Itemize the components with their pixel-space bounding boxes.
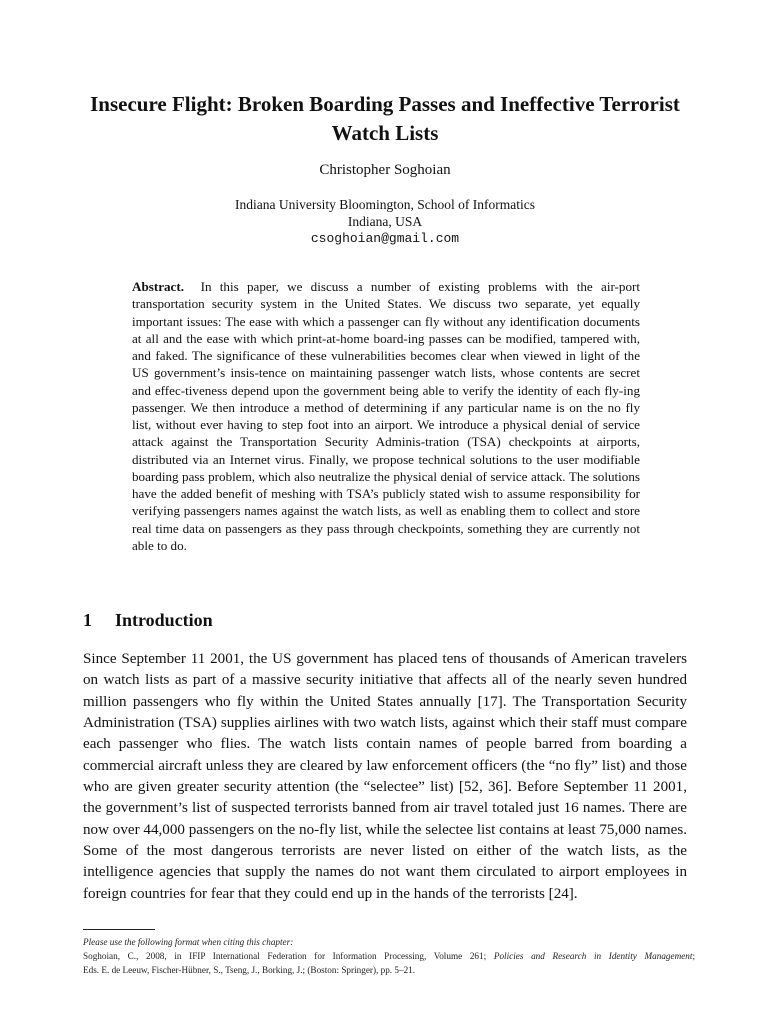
paper-title: Insecure Flight: Broken Boarding Passes and Ineffective Terrorist Watch Lists (90, 92, 680, 145)
section-title: Introduction (115, 610, 213, 630)
author-name: Christopher Soghoian (319, 162, 451, 178)
introduction-paragraph: Since September 11 2001, the US government has placed tens of thousands of American travelers on watch lists as part of a massive security initiative that affects all of the nearly seven hundred million passengers who fly within the United States annually [17]. The Transportation Security Administration (TSA) supplies airlines with two watch lists, against which their staff must compare each passenger who flies. The watch lists contain names of people barred from boarding a commercial aircraft unless they are cleared by law enforcement officers (the “no fly” list) and those who are given greater security attention (the “selectee” list) [52, 36]. Before September 11 2001, the government’s list of suspected terrorists banned from air travel totaled just 16 names. There are now over 44,000 passengers on the no-fly list, while the selectee list contains at least 75,000 names. Some of the most dangerous terrorists are never listed on either of the watch lists, as the intelligence agencies that supply the names do not want them circulated to airport employees in foreign countries for fear that they could end up in the hands of the terrorists [24]. (83, 651, 687, 902)
citation-line-2: Eds. E. de Leeuw, Fischer-Hübner, S., Tseng, J., Borking, J.; (Boston: Springer), pp. 5–21. (83, 965, 416, 975)
citation-note: Please use the following format when citing this chapter: (83, 937, 294, 947)
abstract-label: Abstract. (132, 279, 184, 294)
abstract (132, 278, 640, 554)
citation-footnote (83, 935, 695, 977)
affiliation-block (0, 196, 770, 247)
footnote-divider (83, 929, 155, 930)
affiliation-location: Indiana, USA (347, 214, 423, 229)
citation-book-title: Policies and Research in Identity Management (493, 951, 693, 961)
section-number: 1 (83, 610, 92, 630)
citation-text-1: Soghoian, C., 2008, in IFIP International Federation for Information Processing, Volume 261; (83, 951, 487, 961)
abstract-text: In this paper, we discuss a number of existing problems with the air-port transportation security system in the United States. We discuss two separate, yet equally important issues: The ease with which a passenger can fly without any identification documents at all and the ease with which print-at-home board-ing passes can be modified, tampered with, and faked. The significance of these vulnerabilities becomes clear when viewed in light of the US government’s insis-tence on maintaining passenger watch lists, whose contents are secret and effec-tiveness depend upon the government being able to verify the identity of each fly-ing passenger. We then introduce a method of determining if any particular name is on the no fly list, without ever having to step foot into an airport. We introduce a physical denial of service attack against the Transportation Security Adminis-tration (TSA) checkpoints at airports, distributed via an Internet virus. Finally, we propose technical solutions to the user modifiable boarding pass problem, which also neutralize the physical denial of service attack. The solutions have the added benefit of meshing with TSA’s publicly stated wish to assume responsibility for verifying passengers names against the watch lists, as well as enabling them to collect and store real time data on passengers as they pass through checkpoints, something they are currently not able to do. (132, 279, 641, 553)
section-heading (83, 609, 213, 631)
author-email[interactable]: csoghoian@gmail.com (310, 231, 460, 246)
affiliation-institution: Indiana University Bloomington, School of Informatics (235, 197, 535, 212)
citation-line-1 (83, 949, 695, 963)
citation-separator: ; (692, 951, 696, 961)
